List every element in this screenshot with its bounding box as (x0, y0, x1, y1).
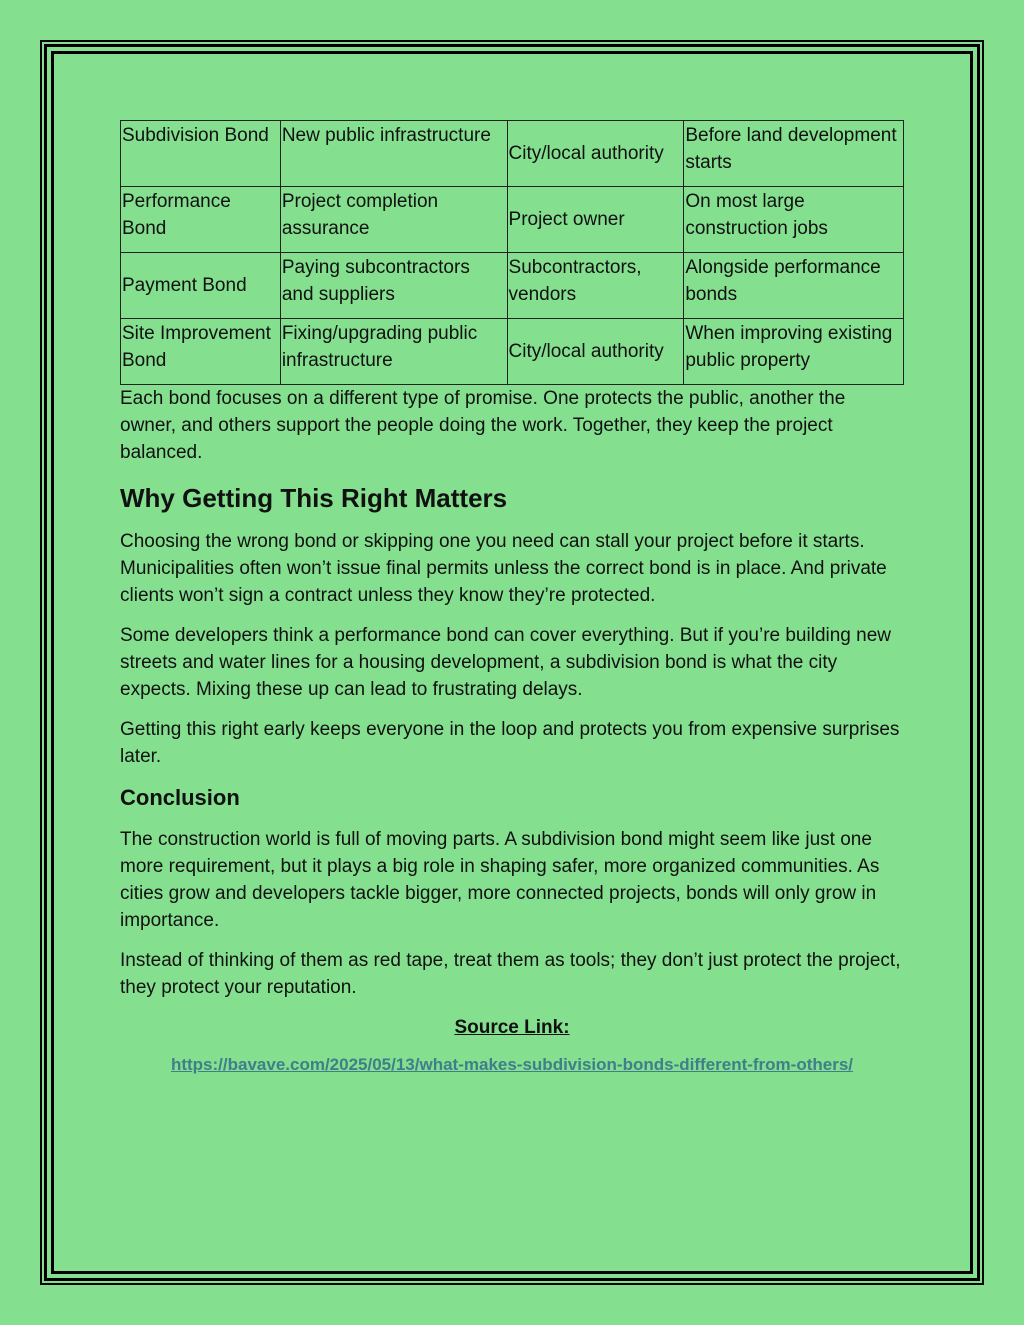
paragraph: The construction world is full of moving parts. A subdivision bond might seem like just one more requirement, but it plays a big role in shaping safer, more organized communities. As cities grow and developers tackle bigger, more connected projects, bonds will only grow in importance. (120, 829, 880, 931)
table-summary-paragraph: Each bond focuses on a different type of promise. One protects the public, another the owner, and others support the people doing the work. Together, they keep the project balanced. (120, 388, 846, 463)
source-link[interactable]: https://bavave.com/2025/05/13/what-makes-subdivision-bonds-different-from-others/ (170, 1055, 854, 1074)
section-heading-why-it-matters: Why Getting This Right Matters (120, 483, 508, 513)
table-cell-bond-type: Subdivision Bond (121, 121, 281, 187)
table-cell-protects: Project owner (507, 187, 684, 253)
table-cell-bond-type: Performance Bond (121, 187, 281, 253)
bond-comparison-table (120, 120, 904, 385)
paragraph: Some developers think a performance bond can cover everything. But if you’re building new streets and water lines for a housing development, a subdivision bond is what the city expects. Mixing these up can lead to frustrating delays. (120, 625, 891, 700)
paragraph: Instead of thinking of them as red tape, treat them as tools; they don’t just protect the project, they protect your reputation. (120, 950, 901, 998)
paragraph: Choosing the wrong bond or skipping one you need can stall your project before it starts. Municipalities often won’t issue final permits unless the correct bond is in place. And private clients won’t sign a contract unless they know they’re protected. (120, 531, 887, 606)
table-cell-protects: City/local authority (507, 319, 684, 385)
table-cell-when: Alongside performance bonds (684, 253, 904, 319)
table-cell-protects: City/local authority (507, 121, 684, 187)
table-cell-when: Before land development starts (684, 121, 904, 187)
table-cell-purpose: Fixing/upgrading public infrastructure (280, 319, 507, 385)
table-row (121, 253, 904, 319)
table-cell-purpose: Paying subcontractors and suppliers (280, 253, 507, 319)
table-cell-when: When improving existing public property (684, 319, 904, 385)
table-row (121, 121, 904, 187)
table-cell-protects: Subcontractors, vendors (507, 253, 684, 319)
table-row (121, 187, 904, 253)
document-body (120, 120, 904, 1077)
paragraph: Getting this right early keeps everyone in the loop and protects you from expensive surprises later. (120, 719, 900, 767)
table-cell-bond-type: Site Improvement Bond (121, 319, 281, 385)
source-link-label: Source Link: (454, 1017, 570, 1038)
table-cell-purpose: New public infrastructure (280, 121, 507, 187)
table-row (121, 319, 904, 385)
table-cell-purpose: Project completion assurance (280, 187, 507, 253)
table-cell-when: On most large construction jobs (684, 187, 904, 253)
table-cell-bond-type: Payment Bond (121, 253, 281, 319)
section-heading-conclusion: Conclusion (120, 785, 240, 810)
